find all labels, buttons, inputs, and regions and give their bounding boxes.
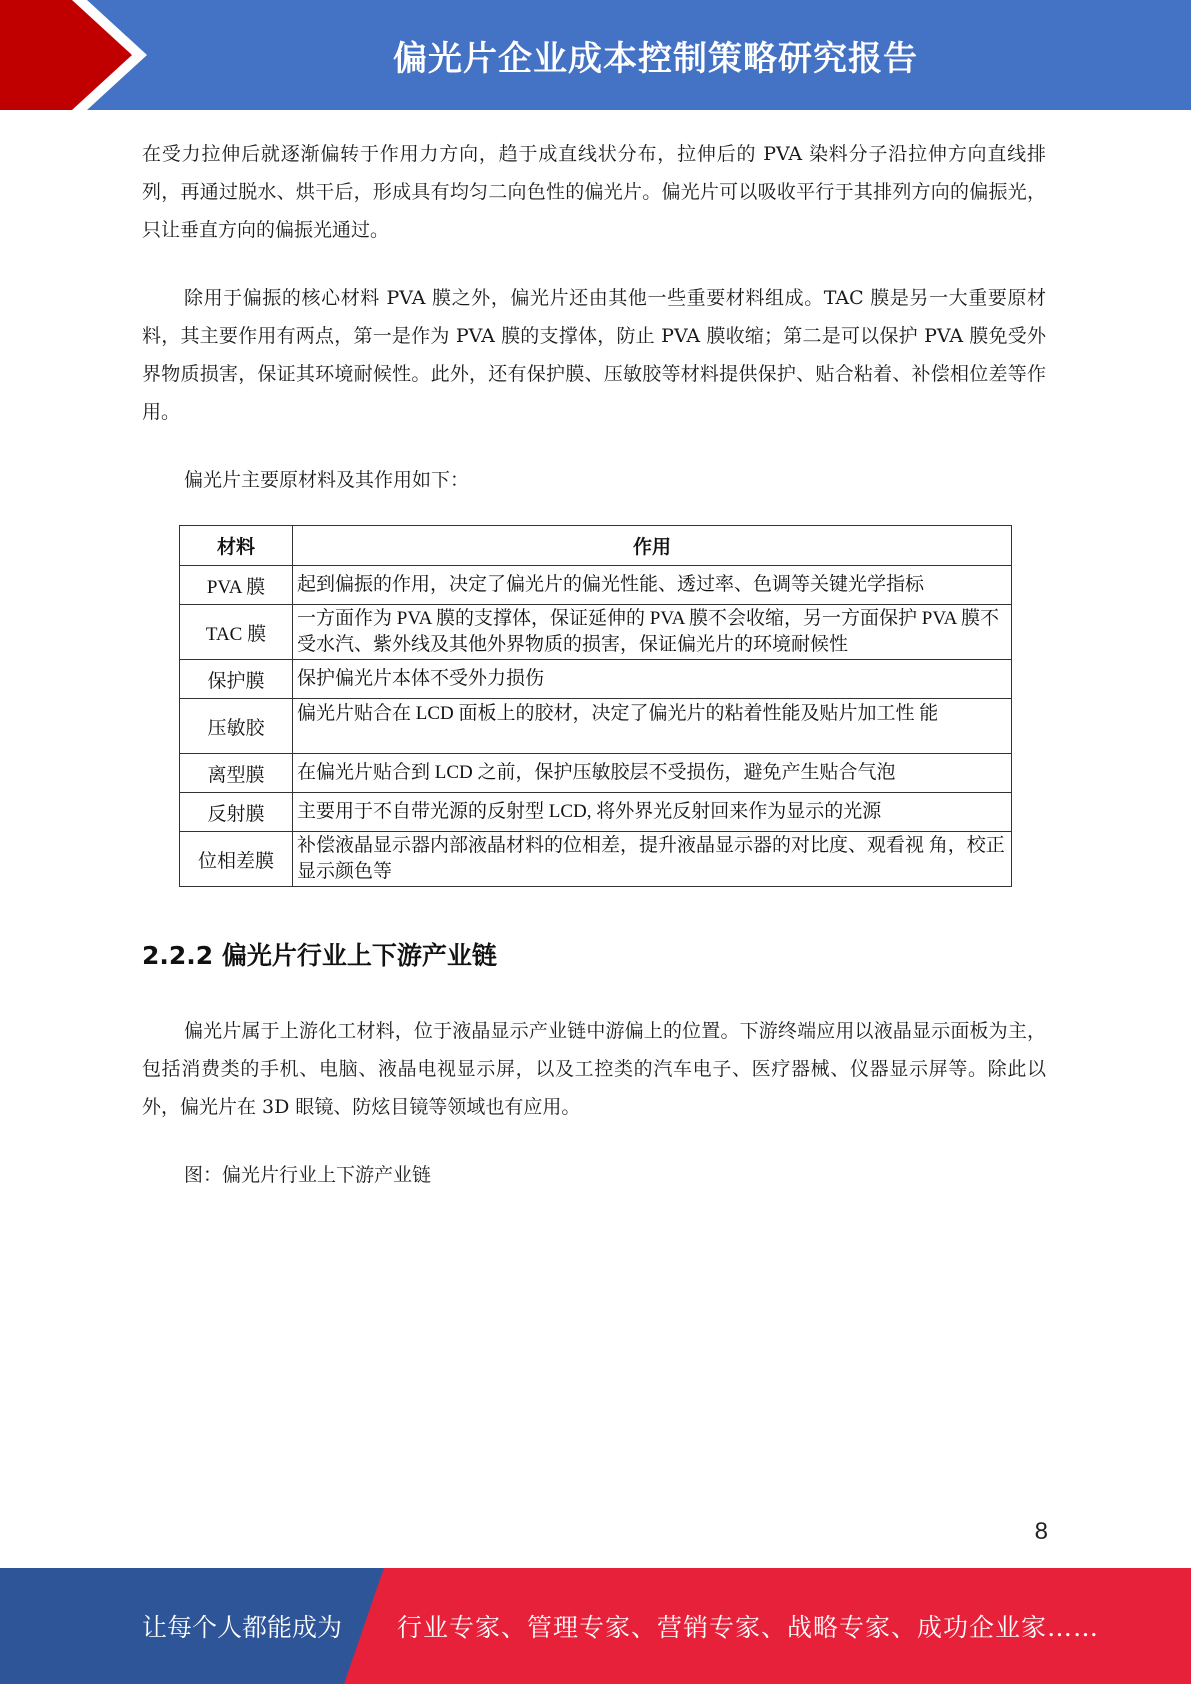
page-header xyxy=(0,0,1191,110)
report-title: 偏光片企业成本控制策略研究报告 xyxy=(393,38,918,79)
table-row xyxy=(180,793,1012,832)
use-cell: 一方面作为 PVA 膜的支撑体，保证延伸的 PVA 膜不会收缩，另一方面保护 PVA 膜不受水汽、紫外线及其他外界物质的损害，保证偏光片的环境耐候性 xyxy=(293,605,1012,660)
material-cell: 反射膜 xyxy=(180,793,293,832)
table-row xyxy=(180,566,1012,605)
use-cell: 保护偏光片本体不受外力损伤 xyxy=(293,660,1012,699)
table-header-material: 材料 xyxy=(180,526,293,566)
page-footer xyxy=(0,1568,1191,1684)
table-row xyxy=(180,754,1012,793)
paragraph-industry-chain: 偏光片属于上游化工材料，位于液晶显示产业链中游偏上的位置。下游终端应用以液晶显示面板为主，包括消费类的手机、电脑、液晶电视显示屏，以及工控类的汽车电子、医疗器械、仪器显示屏等。除此以外，偏光片在 3D 眼镜、防炫目镜等领域也有应用。 xyxy=(142,1020,1046,1118)
material-cell: 位相差膜 xyxy=(180,832,293,887)
use-cell: 主要用于不自带光源的反射型 LCD, 将外界光反射回来作为显示的光源 xyxy=(293,793,1012,832)
footer-slogan-right: 行业专家、管理专家、营销专家、战略专家、成功企业家…… xyxy=(397,1613,1100,1642)
figure-caption: 图：偏光片行业上下游产业链 xyxy=(184,1164,432,1186)
table-row xyxy=(180,660,1012,699)
page-number: 8 xyxy=(1034,1518,1048,1545)
material-cell: PVA 膜 xyxy=(180,566,293,605)
material-cell: 压敏胶 xyxy=(180,699,293,754)
section-body xyxy=(142,1012,1046,1220)
table-row xyxy=(180,699,1012,754)
footer-slogan-left: 让每个人都能成为 xyxy=(142,1613,343,1642)
paragraph-materials: 除用于偏振的核心材料 PVA 膜之外，偏光片还由其他一些重要材料组成。TAC 膜是另一大重要原材料，其主要作用有两点，第一是作为 PVA 膜的支撑体，防止 PVA 膜收缩；第二是可以保护 PVA 膜免受外界物质损害，保证其环境耐候性。此外，还有保护膜、压敏胶等材料提供保护、贴合粘着、补偿相位差等作用。 xyxy=(142,287,1046,423)
use-cell: 偏光片贴合在 LCD 面板上的胶材，决定了偏光片的粘着性能及贴片加工性 能 xyxy=(293,699,1012,754)
use-cell: 在偏光片贴合到 LCD 之前，保护压敏胶层不受损伤，避免产生贴合气泡 xyxy=(293,754,1012,793)
material-cell: TAC 膜 xyxy=(180,605,293,660)
table-row xyxy=(180,605,1012,660)
body-text xyxy=(142,135,1046,525)
table-intro: 偏光片主要原材料及其作用如下： xyxy=(184,469,470,491)
material-cell: 保护膜 xyxy=(180,660,293,699)
materials-table xyxy=(179,525,1012,887)
section-heading: 2.2.2 偏光片行业上下游产业链 xyxy=(142,941,497,970)
paragraph-pva-stretching: 在受力拉伸后就逐渐偏转于作用力方向，趋于成直线状分布，拉伸后的 PVA 染料分子沿拉伸方向直线排列，再通过脱水、烘干后，形成具有均匀二向色性的偏光片。偏光片可以吸收平行于其排列方向的偏振光，只让垂直方向的偏振光通过。 xyxy=(142,143,1046,241)
material-cell: 离型膜 xyxy=(180,754,293,793)
use-cell: 补偿液晶显示器内部液晶材料的位相差，提升液晶显示器的对比度、观看视 角，校正显示颜色等 xyxy=(293,832,1012,887)
use-cell: 起到偏振的作用，决定了偏光片的偏光性能、透过率、色调等关键光学指标 xyxy=(293,566,1012,605)
table-row xyxy=(180,832,1012,887)
table-header-use: 作用 xyxy=(293,526,1012,566)
